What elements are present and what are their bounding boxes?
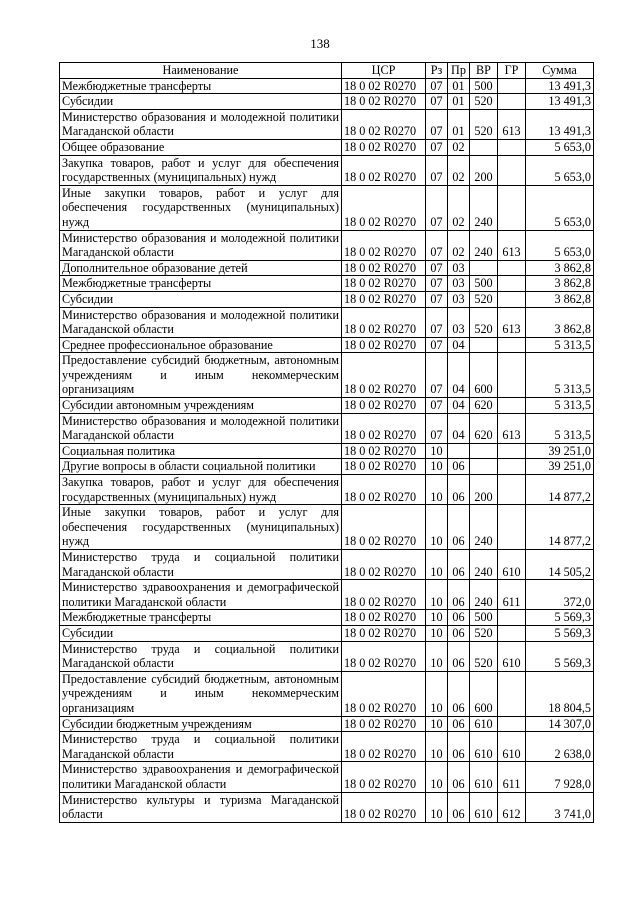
cell-rz: 07	[426, 185, 448, 230]
cell-vr: 520	[470, 291, 498, 307]
cell-sum: 3 862,8	[526, 291, 594, 307]
cell-sum: 7 928,0	[526, 762, 594, 792]
cell-sum: 14 307,0	[526, 716, 594, 732]
cell-pr: 01	[448, 78, 470, 94]
table-row	[60, 353, 594, 398]
cell-csr: 18 0 02 R0270	[342, 671, 426, 716]
cell-rz: 10	[426, 641, 448, 671]
cell-name: Субсидии	[60, 291, 342, 307]
cell-csr: 18 0 02 R0270	[342, 139, 426, 155]
cell-name: Субсидии	[60, 625, 342, 641]
cell-rz: 07	[426, 139, 448, 155]
cell-csr: 18 0 02 R0270	[342, 641, 426, 671]
cell-rz: 07	[426, 413, 448, 443]
cell-name: Министерство образования и молодежной политики Магаданской области	[60, 307, 342, 337]
table-row	[60, 762, 594, 792]
cell-vr: 500	[470, 610, 498, 626]
table-row	[60, 641, 594, 671]
cell-sum: 13 491,3	[526, 94, 594, 110]
cell-sum: 3 862,8	[526, 276, 594, 292]
cell-vr: 520	[470, 307, 498, 337]
cell-sum: 39 251,0	[526, 459, 594, 475]
cell-sum: 14 505,2	[526, 550, 594, 580]
cell-pr: 06	[448, 792, 470, 822]
cell-gr	[498, 260, 526, 276]
cell-pr: 04	[448, 337, 470, 353]
cell-rz: 07	[426, 307, 448, 337]
cell-pr: 06	[448, 610, 470, 626]
cell-sum: 2 638,0	[526, 732, 594, 762]
cell-pr: 04	[448, 398, 470, 414]
cell-csr: 18 0 02 R0270	[342, 276, 426, 292]
column-header-name: Наименование	[60, 63, 342, 79]
cell-name: Межбюджетные трансферты	[60, 610, 342, 626]
cell-rz: 07	[426, 276, 448, 292]
cell-vr	[470, 139, 498, 155]
cell-name: Министерство труда и социальной политики Магаданской области	[60, 550, 342, 580]
cell-rz: 10	[426, 505, 448, 550]
table-row	[60, 505, 594, 550]
cell-csr: 18 0 02 R0270	[342, 580, 426, 610]
cell-gr: 611	[498, 762, 526, 792]
cell-name: Межбюджетные трансферты	[60, 276, 342, 292]
cell-sum: 5 569,3	[526, 625, 594, 641]
cell-rz: 07	[426, 109, 448, 139]
cell-vr	[470, 260, 498, 276]
cell-name: Общее образование	[60, 139, 342, 155]
cell-csr: 18 0 02 R0270	[342, 792, 426, 822]
table-row	[60, 716, 594, 732]
table-row	[60, 78, 594, 94]
cell-gr: 610	[498, 732, 526, 762]
cell-vr	[470, 443, 498, 459]
cell-vr: 520	[470, 625, 498, 641]
column-header-pr: Пр	[448, 63, 470, 79]
cell-rz: 10	[426, 443, 448, 459]
table-row	[60, 475, 594, 505]
cell-rz: 10	[426, 550, 448, 580]
cell-pr: 06	[448, 641, 470, 671]
budget-table	[59, 62, 594, 823]
cell-csr: 18 0 02 R0270	[342, 260, 426, 276]
cell-name: Министерство образования и молодежной политики Магаданской области	[60, 230, 342, 260]
cell-name: Иные закупки товаров, работ и услуг для обеспечения государственных (муниципальных) нужд	[60, 505, 342, 550]
page-number: 138	[310, 36, 330, 51]
cell-gr: 611	[498, 580, 526, 610]
column-header-csr: ЦСР	[342, 63, 426, 79]
cell-csr: 18 0 02 R0270	[342, 716, 426, 732]
cell-name: Субсидии бюджетным учреждениям	[60, 716, 342, 732]
cell-sum: 5 313,5	[526, 398, 594, 414]
column-header-vr: ВР	[470, 63, 498, 79]
cell-vr: 520	[470, 94, 498, 110]
cell-gr: 610	[498, 550, 526, 580]
cell-vr	[470, 337, 498, 353]
cell-pr: 03	[448, 276, 470, 292]
cell-vr: 500	[470, 78, 498, 94]
column-header-gr: ГР	[498, 63, 526, 79]
cell-vr: 610	[470, 716, 498, 732]
table-row	[60, 732, 594, 762]
cell-rz: 07	[426, 260, 448, 276]
cell-sum: 5 569,3	[526, 610, 594, 626]
cell-name: Министерство образования и молодежной политики Магаданской области	[60, 109, 342, 139]
cell-pr: 01	[448, 94, 470, 110]
cell-rz: 07	[426, 353, 448, 398]
cell-name: Закупка товаров, работ и услуг для обеспечения государственных (муниципальных) нужд	[60, 155, 342, 185]
cell-rz: 10	[426, 716, 448, 732]
cell-name: Предоставление субсидий бюджетным, автономным учреждениям и иным некоммерческим организациям	[60, 353, 342, 398]
cell-sum: 5 313,5	[526, 413, 594, 443]
cell-csr: 18 0 02 R0270	[342, 762, 426, 792]
cell-vr: 240	[470, 580, 498, 610]
table-row	[60, 459, 594, 475]
cell-pr: 06	[448, 580, 470, 610]
cell-rz: 07	[426, 291, 448, 307]
cell-rz: 07	[426, 398, 448, 414]
column-header-rz: Рз	[426, 63, 448, 79]
cell-vr: 200	[470, 155, 498, 185]
cell-pr: 06	[448, 762, 470, 792]
cell-vr: 240	[470, 230, 498, 260]
cell-name: Министерство здравоохранения и демографической политики Магаданской области	[60, 580, 342, 610]
table-row	[60, 610, 594, 626]
cell-gr	[498, 139, 526, 155]
table-row	[60, 337, 594, 353]
table-body	[60, 78, 594, 822]
cell-name: Министерство здравоохранения и демографической политики Магаданской области	[60, 762, 342, 792]
cell-sum: 14 877,2	[526, 475, 594, 505]
cell-csr: 18 0 02 R0270	[342, 94, 426, 110]
cell-sum: 372,0	[526, 580, 594, 610]
cell-pr: 06	[448, 505, 470, 550]
cell-rz: 10	[426, 671, 448, 716]
cell-name: Дополнительное образование детей	[60, 260, 342, 276]
cell-gr	[498, 276, 526, 292]
cell-sum: 13 491,3	[526, 78, 594, 94]
cell-name: Социальная политика	[60, 443, 342, 459]
cell-csr: 18 0 02 R0270	[342, 413, 426, 443]
cell-csr: 18 0 02 R0270	[342, 732, 426, 762]
cell-gr	[498, 610, 526, 626]
cell-pr: 06	[448, 732, 470, 762]
cell-gr	[498, 185, 526, 230]
cell-name: Министерство труда и социальной политики Магаданской области	[60, 641, 342, 671]
cell-gr	[498, 475, 526, 505]
cell-rz: 07	[426, 230, 448, 260]
cell-pr: 03	[448, 307, 470, 337]
cell-rz: 10	[426, 732, 448, 762]
cell-csr: 18 0 02 R0270	[342, 443, 426, 459]
cell-csr: 18 0 02 R0270	[342, 155, 426, 185]
cell-csr: 18 0 02 R0270	[342, 610, 426, 626]
table-row	[60, 260, 594, 276]
table-row	[60, 398, 594, 414]
table-row	[60, 792, 594, 822]
cell-rz: 07	[426, 155, 448, 185]
cell-csr: 18 0 02 R0270	[342, 230, 426, 260]
cell-name: Другие вопросы в области социальной политики	[60, 459, 342, 475]
cell-vr: 200	[470, 475, 498, 505]
cell-vr: 240	[470, 505, 498, 550]
cell-rz: 10	[426, 580, 448, 610]
cell-csr: 18 0 02 R0270	[342, 291, 426, 307]
cell-name: Субсидии	[60, 94, 342, 110]
cell-rz: 07	[426, 78, 448, 94]
table-row	[60, 580, 594, 610]
cell-sum: 5 653,0	[526, 185, 594, 230]
cell-gr	[498, 625, 526, 641]
cell-rz: 10	[426, 762, 448, 792]
table-row	[60, 185, 594, 230]
cell-csr: 18 0 02 R0270	[342, 550, 426, 580]
cell-sum: 5 313,5	[526, 337, 594, 353]
cell-pr: 06	[448, 475, 470, 505]
cell-csr: 18 0 02 R0270	[342, 398, 426, 414]
cell-pr	[448, 443, 470, 459]
cell-vr: 610	[470, 732, 498, 762]
cell-gr: 610	[498, 641, 526, 671]
cell-pr: 06	[448, 716, 470, 732]
cell-gr	[498, 337, 526, 353]
cell-gr	[498, 398, 526, 414]
table-row	[60, 155, 594, 185]
cell-gr	[498, 459, 526, 475]
cell-rz: 10	[426, 792, 448, 822]
cell-vr: 520	[470, 109, 498, 139]
cell-name: Министерство труда и социальной политики Магаданской области	[60, 732, 342, 762]
cell-vr: 610	[470, 762, 498, 792]
cell-gr	[498, 94, 526, 110]
table-header-row	[60, 63, 594, 79]
cell-gr	[498, 78, 526, 94]
cell-csr: 18 0 02 R0270	[342, 78, 426, 94]
cell-name: Субсидии автономным учреждениям	[60, 398, 342, 414]
cell-rz: 10	[426, 475, 448, 505]
cell-csr: 18 0 02 R0270	[342, 307, 426, 337]
cell-rz: 10	[426, 459, 448, 475]
table-row	[60, 550, 594, 580]
cell-pr: 04	[448, 353, 470, 398]
cell-sum: 5 653,0	[526, 139, 594, 155]
cell-sum: 39 251,0	[526, 443, 594, 459]
cell-csr: 18 0 02 R0270	[342, 185, 426, 230]
cell-pr: 01	[448, 109, 470, 139]
cell-rz: 07	[426, 337, 448, 353]
cell-name: Межбюджетные трансферты	[60, 78, 342, 94]
cell-name: Среднее профессиональное образование	[60, 337, 342, 353]
cell-gr: 613	[498, 109, 526, 139]
cell-sum: 5 653,0	[526, 230, 594, 260]
cell-csr: 18 0 02 R0270	[342, 109, 426, 139]
cell-pr: 04	[448, 413, 470, 443]
cell-gr	[498, 505, 526, 550]
cell-pr: 02	[448, 230, 470, 260]
cell-name: Иные закупки товаров, работ и услуг для обеспечения государственных (муниципальных) нужд	[60, 185, 342, 230]
cell-vr: 600	[470, 671, 498, 716]
table-row	[60, 94, 594, 110]
cell-csr: 18 0 02 R0270	[342, 459, 426, 475]
cell-csr: 18 0 02 R0270	[342, 505, 426, 550]
table-row	[60, 230, 594, 260]
table-row	[60, 291, 594, 307]
cell-rz: 07	[426, 94, 448, 110]
cell-gr	[498, 155, 526, 185]
cell-gr	[498, 443, 526, 459]
cell-name: Министерство культуры и туризма Магаданской области	[60, 792, 342, 822]
cell-sum: 5 313,5	[526, 353, 594, 398]
cell-gr	[498, 353, 526, 398]
cell-rz: 10	[426, 625, 448, 641]
cell-sum: 13 491,3	[526, 109, 594, 139]
table-row	[60, 276, 594, 292]
cell-sum: 18 804,5	[526, 671, 594, 716]
cell-vr: 620	[470, 398, 498, 414]
table-row	[60, 139, 594, 155]
cell-gr: 613	[498, 413, 526, 443]
cell-sum: 5 569,3	[526, 641, 594, 671]
cell-vr: 500	[470, 276, 498, 292]
table-row	[60, 625, 594, 641]
cell-vr: 600	[470, 353, 498, 398]
cell-sum: 14 877,2	[526, 505, 594, 550]
cell-vr: 520	[470, 641, 498, 671]
cell-gr	[498, 291, 526, 307]
cell-gr: 612	[498, 792, 526, 822]
cell-pr: 06	[448, 671, 470, 716]
cell-name: Закупка товаров, работ и услуг для обеспечения государственных (муниципальных) нужд	[60, 475, 342, 505]
cell-gr	[498, 716, 526, 732]
cell-pr: 02	[448, 185, 470, 230]
cell-gr	[498, 671, 526, 716]
table-row	[60, 443, 594, 459]
table-row	[60, 671, 594, 716]
cell-vr	[470, 459, 498, 475]
cell-vr: 240	[470, 185, 498, 230]
cell-pr: 06	[448, 459, 470, 475]
cell-name: Предоставление субсидий бюджетным, автономным учреждениям и иным некоммерческим организациям	[60, 671, 342, 716]
cell-sum: 3 862,8	[526, 307, 594, 337]
table-row	[60, 307, 594, 337]
cell-pr: 02	[448, 139, 470, 155]
cell-csr: 18 0 02 R0270	[342, 475, 426, 505]
cell-csr: 18 0 02 R0270	[342, 353, 426, 398]
cell-gr: 613	[498, 230, 526, 260]
cell-pr: 06	[448, 550, 470, 580]
cell-pr: 03	[448, 260, 470, 276]
column-header-sum: Сумма	[526, 63, 594, 79]
cell-csr: 18 0 02 R0270	[342, 337, 426, 353]
cell-vr: 240	[470, 550, 498, 580]
cell-gr: 613	[498, 307, 526, 337]
cell-pr: 06	[448, 625, 470, 641]
cell-sum: 3 741,0	[526, 792, 594, 822]
cell-sum: 5 653,0	[526, 155, 594, 185]
table-row	[60, 413, 594, 443]
cell-pr: 03	[448, 291, 470, 307]
cell-vr: 620	[470, 413, 498, 443]
cell-sum: 3 862,8	[526, 260, 594, 276]
table-row	[60, 109, 594, 139]
cell-rz: 10	[426, 610, 448, 626]
cell-name: Министерство образования и молодежной политики Магаданской области	[60, 413, 342, 443]
cell-pr: 02	[448, 155, 470, 185]
cell-csr: 18 0 02 R0270	[342, 625, 426, 641]
cell-vr: 610	[470, 792, 498, 822]
